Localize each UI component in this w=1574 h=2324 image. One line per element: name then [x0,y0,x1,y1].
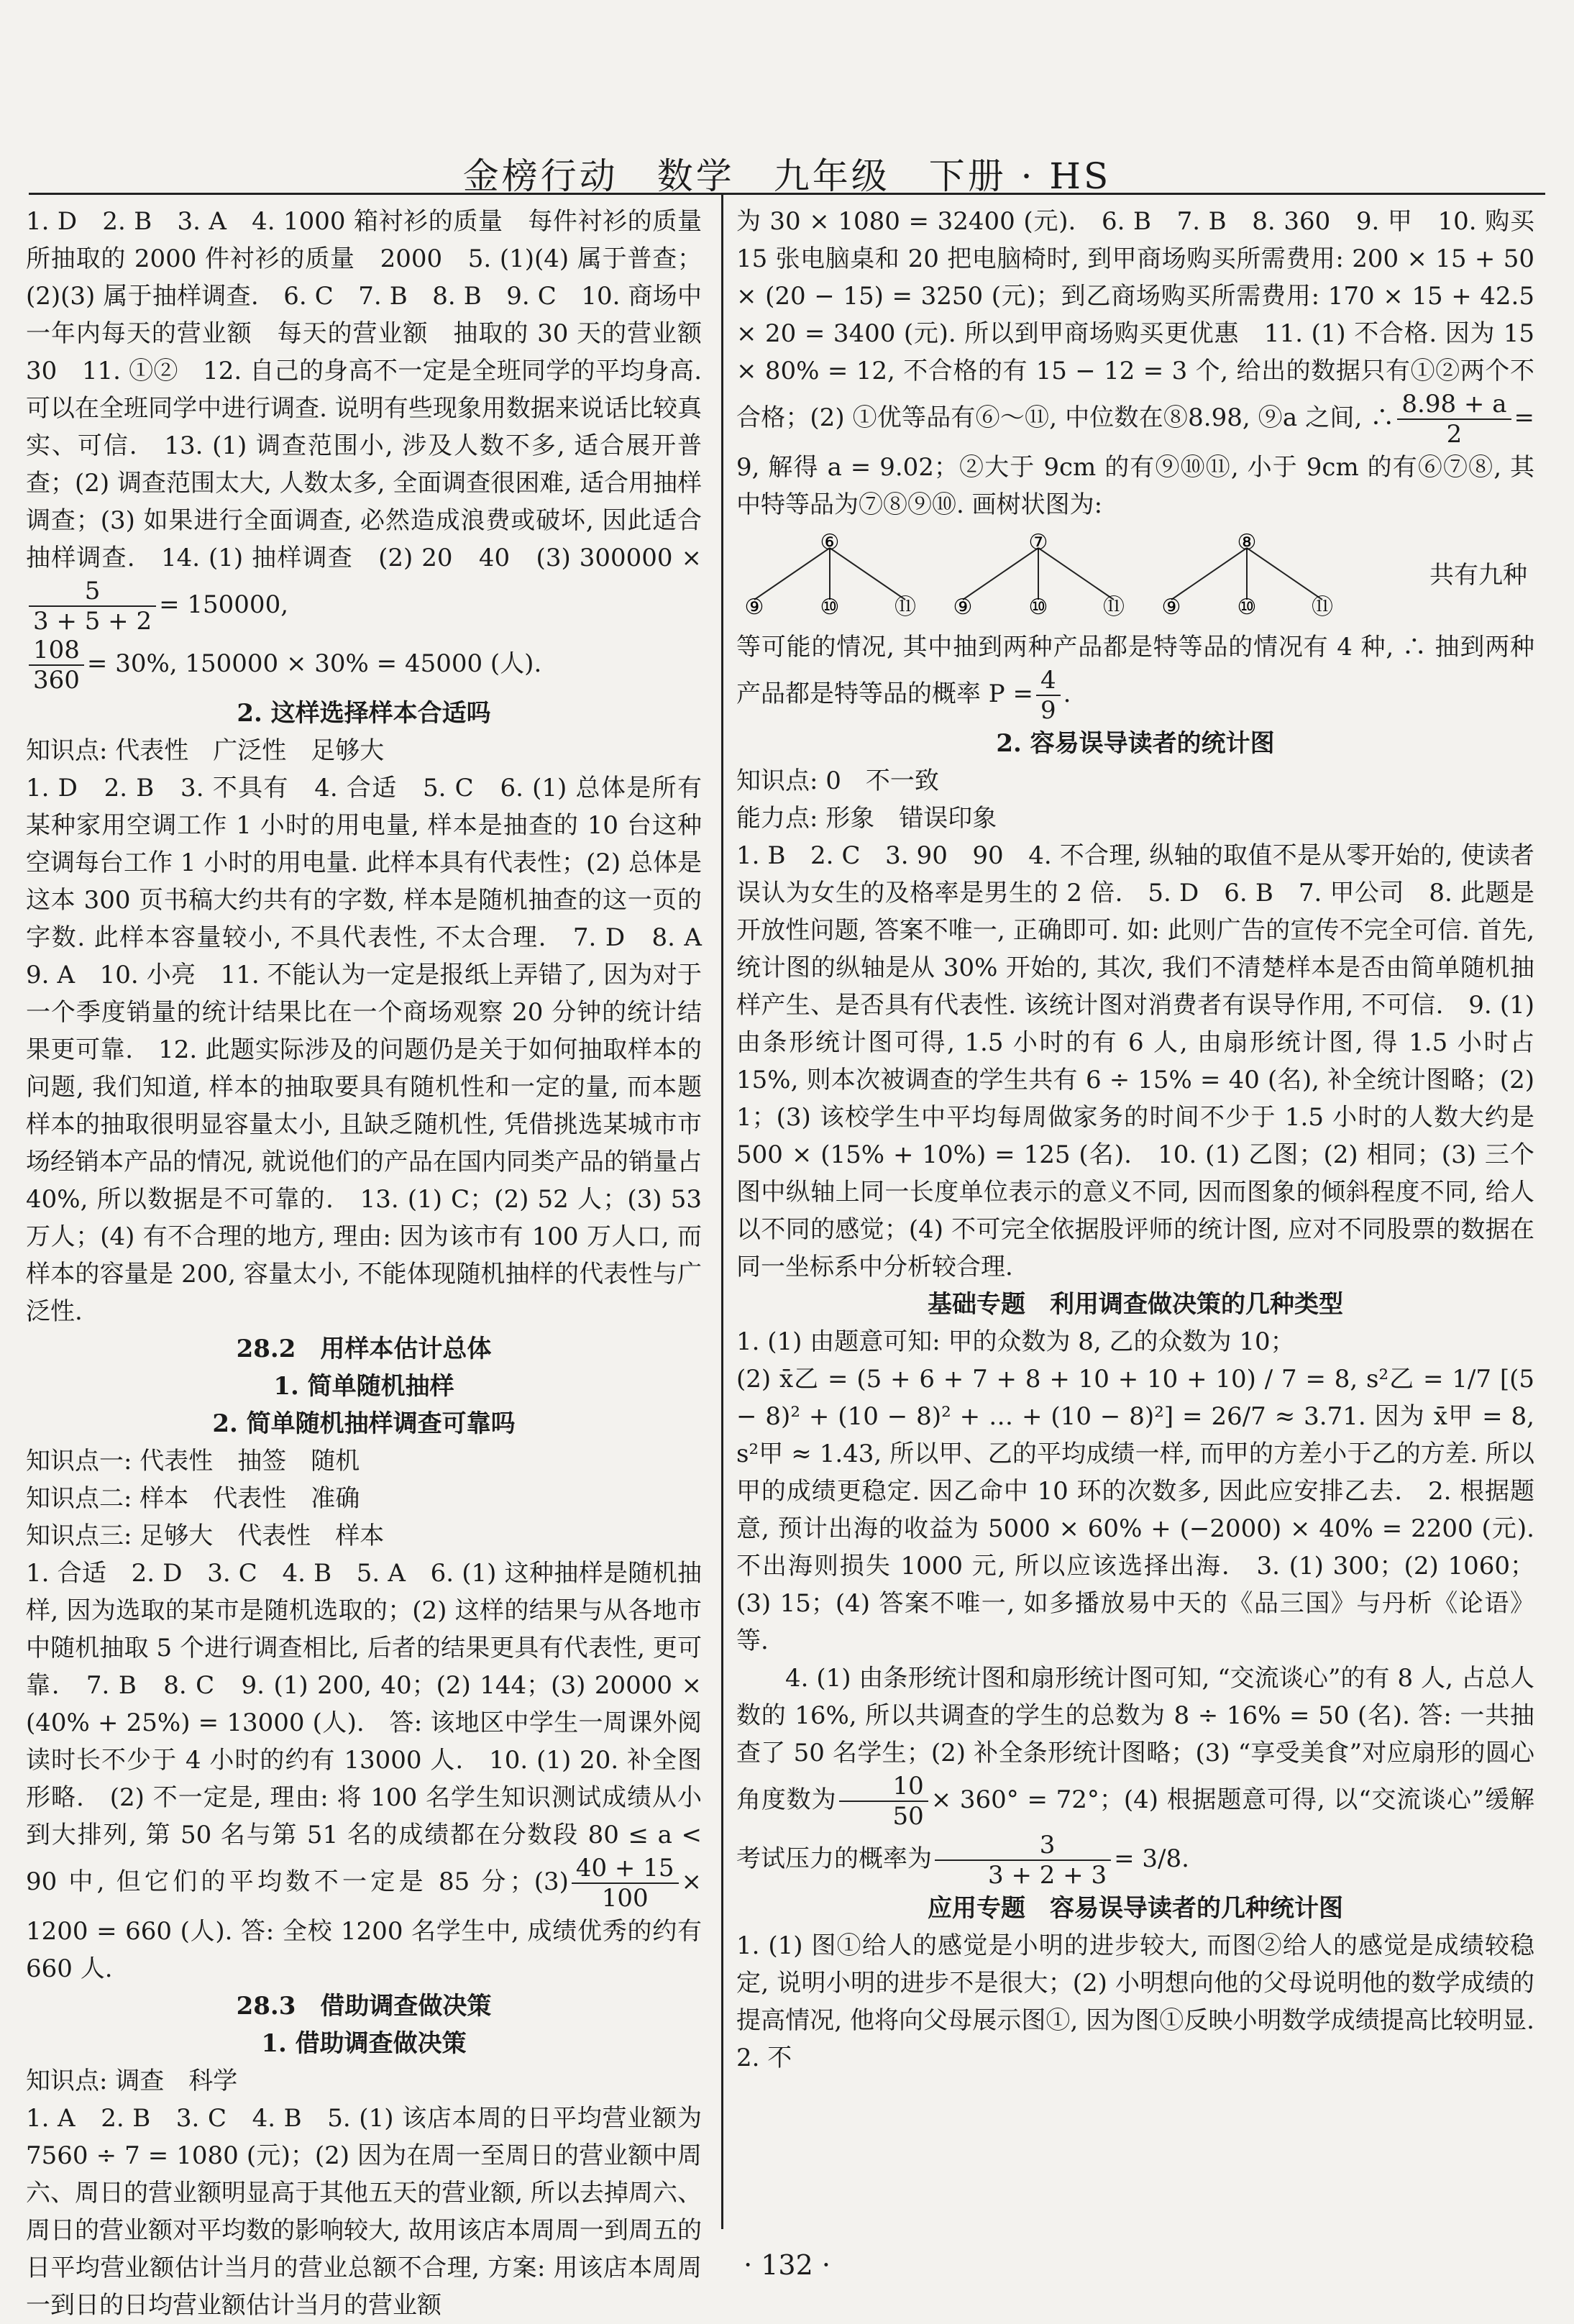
fraction-denominator: 2 [1446,420,1463,449]
fraction-denominator: 360 [33,666,80,695]
answer-text: = 30%, 150000 × 30% = 45000 (人). [86,649,542,678]
fraction [29,577,156,636]
section-title: 2. 简单随机抽样调查可靠吗 [212,1409,516,1438]
section-title: 1. 借助调查做决策 [261,2029,467,2058]
tree-leaf: ⑨ [1161,595,1181,620]
tree-diagram [736,528,1534,621]
chapter-title: 28.3 借助调查做决策 [236,1992,492,2021]
fraction [572,1854,679,1913]
fraction-numerator: 5 [29,577,156,607]
answer-paragraph: 1. B 2. C 3. 90 90 4. 不合理, 纵轴的取值不是从零开始的, 使读者误认为女生的及格率是男生的 2 倍. 5. D 6. B 7. 甲公司 8. 此题是开放性问题, 答案不唯一, 正确即可. 如: 此则广告的宣传不完全可信. 首先, 统计图的纵轴是从 30% 开始的, 其次, 我们不清楚样本是否由简单随机抽样产生、是否具有代表性. 该统计图对消费者有误导作用, 不可信. 9. (1) 由条形统计图可得, 1.5 小时的有 6 人, 由扇形统计图, 得 1.5 小时占 15%, 则本次被调查的学生共有 6 ÷ 15% = 40 (名), 补全统计图略；(2) 1；(3) 该校学生中平均每周做家务的时间不少于 1.5 小时的人数大约是 500 × (15% + 10%) = 125 (名). 10. (1) 乙图；(2) 相同；(3) 三个图中纵轴上同一长度单位表示的意义不同, 因而图象的倾斜程度不同, 给人以不同的感觉；(4) 不可完全依据股评师的统计图, 应对不同股票的数据在同一坐标系中分析较合理. [736,841,1534,1281]
tree-leaf: ⑪ [1312,595,1333,620]
answer-text: × 1200 = 660 (人). 答: 全校 1200 名学生中, 成绩优秀的约有 660 人. [26,1867,702,1983]
answer-text: 为 30 × 1080 = 32400 (元). 6. B 7. B 8. 360 9. 甲 10. 购买 15 张电脑桌和 20 把电脑椅时, 到甲商场购买所需费用: 200 × 15 + 50 × (20 − 15) = 3250 (元)；到乙商场购买所需费用: 170 × 15 + 42.5 × 20 = 3400 (元). 所以到甲商场购买更优惠 11. (1) 不合格. 因为 15 × 80% = 12, 不合格的有 15 − 12 = 3 个, 给出的数据只有①②两个不合格；(2) ①优等品有⑥～⑪, 中位数在⑧8.98, ⑨a 之间, ∴ [736,207,1534,432]
fraction-denominator: 9 [1040,696,1056,725]
section-title: 2. 这样选择样本合适吗 [237,699,491,728]
page-header: 金榜行动 数学 九年级 下册 · HS [462,155,1112,197]
answer-text: 等可能的情况, 其中抽到两种产品都是特等品的情况有 4 种, ∴ 抽到两种产品都是特等品的概率 P = [736,633,1534,708]
tree-leaf: ⑩ [1237,595,1257,620]
answer-paragraph: 等可能的情况, 其中抽到两种产品都是特等品的情况有 4 种, ∴ 抽到两种产品都是特等品的概率 P = $\frac{4}{9}$ . [736,633,1534,725]
answer-paragraph: 1. (1) 由题意可知: 甲的众数为 8, 乙的众数为 10； [736,1327,1295,1356]
knowledge-point: 知识点三: 足够大 代表性 样本 [26,1522,385,1550]
fraction-numerator: 108 [29,636,84,666]
section-title: 应用专题 容易误导读者的几种统计图 [928,1894,1343,1923]
tree-leaf: ⑨ [744,595,764,620]
tree-leaf: ⑪ [1103,595,1125,620]
tree-leaf: ⑪ [894,595,916,620]
header-divider [29,193,1545,195]
fraction [935,1831,1111,1890]
answer-paragraph [26,1555,702,1987]
tree-diagram-svg [736,528,1369,621]
fraction-denominator: 50 [892,1802,924,1831]
tree-leaf: ⑩ [820,595,840,620]
answer-paragraph: 1. (1) 图①给人的感觉是小明的进步较大, 而图②给人的感觉是成绩较稳定, 说明小明的进步不是很大；(2) 小明想向他的父母说明他的数学成绩的提高情况, 他将向父母展示图①, 因为图①反映小明数学成绩提高比较明显. 2. 不 [736,1931,1559,2072]
answer-paragraph: (2) x̄乙 = (5 + 6 + 7 + 8 + 10 + 10 + 10) / 7 = 8, s²乙 = 1/7 [(5 − 8)² + (10 − 8)² + … + (10 − 8)²] = 26/7 ≈ 3.71. 因为 x̄甲 = 8, s²甲 ≈ 1.43, 所以甲、乙的平均成绩一样, 而甲的方差小于乙的方差. 所以甲的成绩更稳定. 因乙命中 10 环的次数多, 因此应安排乙去. 2. 根据题意, 预计出海的收益为 5000 × 60% + (−2000) × 40% = 2200 (元). 不出海则损失 1000 元, 所以应该选择出海. 3. (1) 300；(2) 1060；(3) 15；(4) 答案不唯一, 如多播放易中天的《品三国》与丹析《论语》等. [736,1365,1534,1655]
page-number: · 132 · [743,2249,831,2281]
fraction [1036,666,1061,725]
fraction-denominator: 3 + 2 + 3 [988,1861,1107,1890]
tree-node: ⑦ [1028,530,1048,555]
tree-node: ⑧ [1237,530,1257,555]
tree-caption: 共有九种 [1429,561,1527,590]
fraction-numerator: 3 [935,1831,1111,1861]
answer-paragraph [736,1660,1534,1890]
tree-branch-1 [745,530,916,620]
knowledge-point: 知识点二: 样本 代表性 准确 [26,1484,360,1513]
answer-text: × 360° = 72°；(4) 根据题意可得, 以“交流谈心”缓解考试压力的概率为 [736,1785,1535,1873]
fraction-numerator: 4 [1036,666,1061,696]
section-title: 基础专题 利用调查做决策的几种类型 [928,1290,1343,1319]
tree-leaf: ⑨ [953,595,973,620]
answer-text: = 150000, [159,590,289,619]
right-column [736,203,1559,2077]
tree-leaf: ⑩ [1028,595,1048,620]
answer-text: = 3/8. [1114,1844,1189,1873]
fraction [29,636,84,695]
fraction [1397,390,1511,449]
answer-paragraph [26,636,702,695]
knowledge-point: 知识点: 0 不一致 [736,767,939,795]
ability-point: 能力点: 形象 错误印象 [736,804,997,833]
answer-text: = 9, 解得 a = 9.02；②大于 9cm 的有⑨⑩⑪, 小于 9cm 的有⑥⑦⑧, 其中特等品为⑦⑧⑨⑩. 画树状图为: [736,403,1534,519]
knowledge-point: 知识点一: 代表性 抽签 随机 [26,1447,360,1476]
fraction-denominator: 100 [601,1884,649,1913]
tree-node: ⑥ [820,530,840,555]
answer-paragraph [736,203,1534,523]
answer-text: 1. 合适 2. D 3. C 4. B 5. A 6. (1) 这种抽样是随机抽样, 因为选取的某市是随机选取的；(2) 这样的结果与从各地市中随机抽取 5 个进行调查相比, 后者的结果更具有代表性, 更可靠. 7. B 8. C 9. (1) 200, 40；(2) 144；(3) 20000 × (40% + 25%) = 13000 (人). 答: 该地区中学生一周课外阅读时长不少于 4 小时的约有 13000 人. 10. (1) 20. 补全图形略. (2) 不一定是, 理由: 将 100 名学生知识测试成绩从小到大排列, 第 50 名与第 51 名的成绩都在分数段 80 ≤ a < 90 中, 但它们的平均数不一定是 85 分；(3) [26,1559,702,1896]
fraction-numerator: 8.98 + a [1397,390,1511,420]
answer-text: 4. (1) 由条形统计图和扇形统计图可知, “交流谈心”的有 8 人, 占总人数的 16%, 所以共调查的学生的总数为 8 ÷ 16% = 50 (名). 答: 一共抽查了 50 名学生；(2) 补全条形统计图略；(3) “享受美食”对应扇形的圆心角度数为 [736,1664,1534,1814]
tree-branch-2 [953,530,1125,620]
answer-paragraph [26,203,726,636]
left-column [26,203,726,2324]
answer-paragraph: 1. A 2. B 3. C 4. B 5. (1) 该店本周的日平均营业额为 7560 ÷ 7 = 1080 (元)；(2) 因为在周一至周日的营业额中周六、周日的营业额明显高于其他五天的营业额, 所以去掉周六、周日的营业额对平均数的影响较大, 故用该店本周周一到周五的日平均营业额估计当月的营业总额不合理, 方案: 用该店本周周一到日的日均营业额估计当月的营业额 [26,2104,702,2320]
fraction-numerator: 10 [839,1772,928,1802]
knowledge-point: 知识点: 代表性 广泛性 足够大 [26,736,385,765]
chapter-title: 28.2 用样本估计总体 [236,1335,492,1363]
answer-text: 1. D 2. B 3. A 4. 1000 箱衬衫的质量 每件衬衫的质量 所抽取的 2000 件衬衫的质量 2000 5. (1)(4) 属于普查；(2)(3) 属于抽样调查. 6. C 7. B 8. B 9. C 10. 商场中一年内每天的营业额 每天的营业额 抽取的 30 天的营业额 30 11. ①② 12. 自己的身高不一定是全班同学的平均身高. 可以在全班同学中进行调查. 说明有些现象用数据来说话比较真实、可信. 13. (1) 调查范围小, 涉及人数不多, 适合展开普查；(2) 调查范围太大, 人数太多, 全面调查很困难, 适合用抽样调查；(3) 如果进行全面调查, 必然造成浪费或破坏, 因此适合抽样调查. 14. (1) 抽样调查 (2) 20 40 (3) 300000 × [26,207,726,572]
column-divider [721,194,723,2229]
knowledge-point: 知识点: 调查 科学 [26,2067,238,2095]
fraction-numerator: 40 + 15 [572,1854,679,1884]
tree-branch-3 [1162,530,1333,620]
fraction-denominator: 3 + 5 + 2 [33,607,152,636]
section-title: 2. 容易误导读者的统计图 [996,729,1275,758]
section-title: 1. 简单随机抽样 [273,1372,454,1401]
fraction [839,1772,928,1831]
answer-paragraph: 1. D 2. B 3. 不具有 4. 合适 5. C 6. (1) 总体是所有某种家用空调工作 1 小时的用电量, 样本是抽查的 10 台这种空调每台工作 1 小时的用电量. 此样本具有代表性；(2) 总体是这本 300 页书稿大约共有的字数, 样本是随机抽查的这一页的字数. 此样本容量较小, 不具代表性, 不太合理. 7. D 8. A 9. A 10. 小亮 11. 不能认为一定是报纸上弄错了, 因为对于一个季度销量的统计结果比在一个商场观察 20 分钟的统计结果更可靠. 12. 此题实际涉及的问题仍是关于如何抽取样本的问题, 我们知道, 样本的抽取要具有随机性和一定的量, 而本题样本的抽取很明显容量太小, 且缺乏随机性, 凭借挑选某城市市场经销本产品的情况, 就说他们的产品在国内同类产品的销量占 40%, 所以数据是不可靠的. 13. (1) C；(2) 52 人；(3) 53 万人；(4) 有不合理的地方, 理由: 因为该市有 100 万人口, 而样本的容量是 200, 容量太小, 不能体现随机抽样的代表性与广泛性. [26,774,726,1326]
